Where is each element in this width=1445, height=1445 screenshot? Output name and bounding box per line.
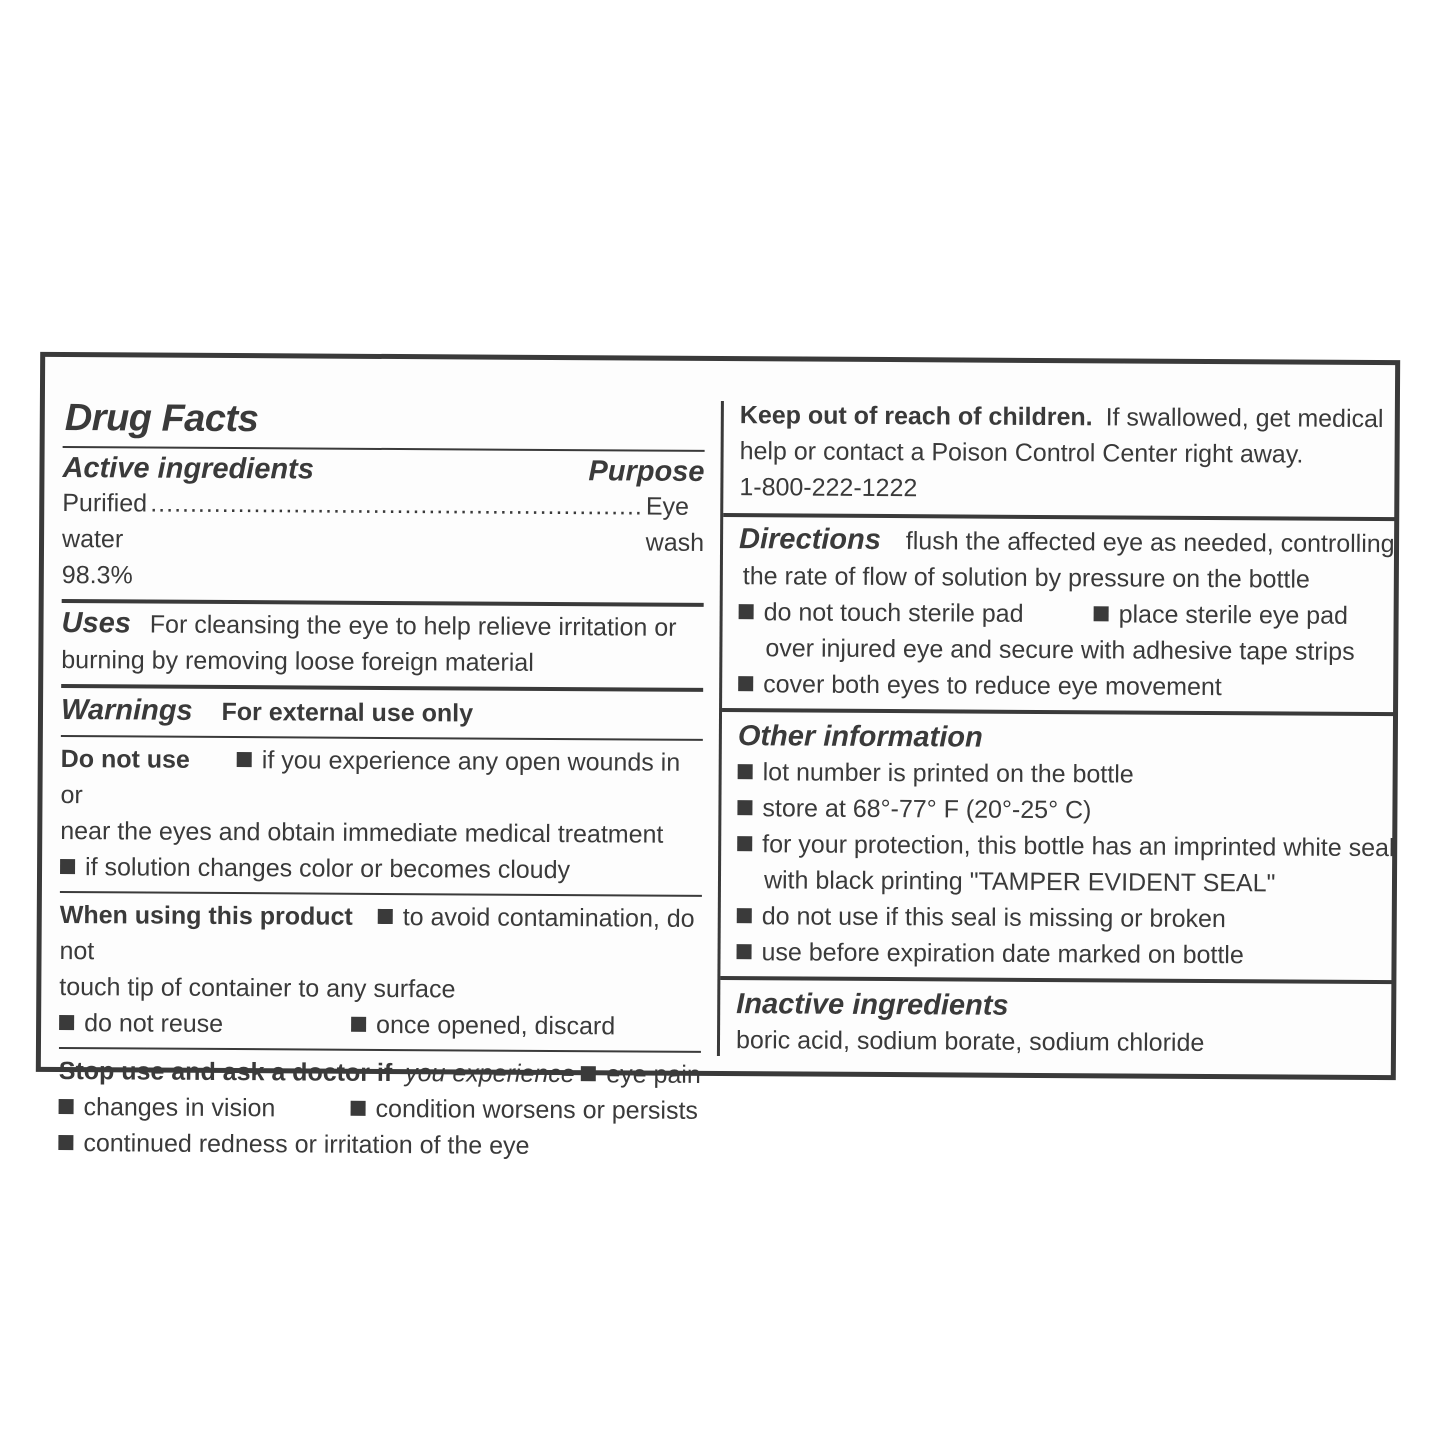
uses-section [61, 603, 703, 688]
ingredient-row [62, 485, 705, 597]
left-column [58, 387, 705, 1171]
drug-facts-panel [36, 352, 1400, 1160]
other-info-item1: lot number is printed on the bottle [762, 758, 1134, 789]
bullet-icon [237, 752, 252, 767]
bullet-icon [737, 908, 752, 923]
bullet-icon [737, 800, 752, 815]
other-info-item2: store at 68°-77° F (20°-25° C) [762, 794, 1092, 825]
directions-heading: Directions [738, 523, 882, 556]
directions-text-line2: the rate of flow of solution by pressure on the bottle [742, 562, 1310, 594]
do-not-use-item1-line2: near the eyes and obtain immediate medical treatment [60, 816, 664, 849]
bullet-icon [378, 909, 393, 924]
other-info-heading: Other information [737, 720, 983, 754]
purpose-heading: Purpose [588, 455, 705, 488]
active-ingredients-heading: Active ingredients [62, 451, 315, 486]
when-using-heading: When using this product [59, 900, 353, 931]
external-use-text: For external use only [221, 697, 474, 728]
other-info-item3-line1: for your protection, this bottle has an imprinted white seal [762, 830, 1395, 863]
bullet-icon [59, 1015, 74, 1030]
do-not-use-section [60, 737, 703, 895]
bullet-icon [58, 1135, 73, 1150]
poison-control-phone: 1-800-222-1222 [739, 473, 918, 503]
directions-item1: do not touch sterile pad [763, 598, 1024, 628]
uses-heading: Uses [61, 606, 131, 640]
divider [63, 446, 705, 452]
when-using-item1-line2: touch tip of container to any surface [59, 972, 456, 1004]
stop-use-section [58, 1049, 701, 1171]
do-not-use-item1-line1: if you experience any open wounds in or [60, 746, 681, 810]
bullet-icon [737, 836, 752, 851]
keep-out-heading: Keep out of reach of children. [739, 401, 1093, 432]
other-info-section [720, 712, 1397, 980]
bullet-icon [739, 604, 754, 619]
bullet-icon [737, 944, 752, 959]
active-ingredients-header [62, 452, 704, 489]
bullet-icon [1094, 606, 1109, 621]
uses-text-line2: burning by removing loose foreign material [61, 645, 534, 677]
leader-dots: .............................................................. [150, 489, 644, 521]
directions-section [722, 517, 1398, 712]
keep-out-text-line2: help or contact a Poison Control Center right away. [739, 437, 1304, 469]
when-using-item2: do not reuse [84, 1009, 224, 1038]
when-using-item3: once opened, discard [376, 1010, 616, 1041]
warnings-heading: Warnings [60, 693, 193, 727]
directions-item3: cover both eyes to reduce eye movement [763, 670, 1222, 702]
directions-item2-line1: place sterile eye pad [1118, 600, 1349, 630]
bullet-icon [581, 1066, 596, 1081]
stop-use-item3: condition worsens or persists [375, 1094, 699, 1125]
bullet-icon [59, 1099, 74, 1114]
bullet-icon [351, 1101, 366, 1116]
directions-item2-line2: over injured eye and secure with adhesive tape strips [765, 634, 1355, 666]
other-info-item3-line2: with black printing "TAMPER EVIDENT SEAL" [763, 866, 1276, 898]
bullet-icon [738, 764, 753, 779]
other-info-item4: do not use if this seal is missing or broken [761, 902, 1226, 934]
stop-use-qualifier: you experience [405, 1059, 575, 1089]
right-column [720, 391, 1399, 1062]
warnings-header [61, 688, 703, 733]
keep-out-section [723, 391, 1399, 517]
stop-use-heading: Stop use and ask a doctor if [58, 1056, 393, 1088]
do-not-use-heading: Do not use [60, 744, 190, 774]
keep-out-text-line1: If swallowed, get medical [1105, 403, 1384, 434]
other-info-item5: use before expiration date marked on bottle [761, 938, 1244, 970]
when-using-item1-line1: to avoid contamination, do not [59, 903, 695, 966]
ingredient-purpose: Eye wash [645, 492, 705, 557]
stop-use-item1: eye pain [606, 1060, 701, 1089]
when-using-section [59, 893, 702, 1051]
directions-text-line1: flush the affected eye as needed, controlling [905, 527, 1395, 559]
inactive-heading: Inactive ingredients [736, 988, 1009, 1022]
bullet-icon [351, 1017, 366, 1032]
uses-text-line1: For cleansing the eye to help relieve irritation or [149, 610, 677, 642]
bullet-icon [738, 676, 753, 691]
ingredient-name: Purified water 98.3% [61, 488, 148, 590]
stop-use-item4: continued redness or irritation of the eye [83, 1129, 530, 1160]
bullet-icon [60, 859, 75, 874]
inactive-text: boric acid, sodium borate, sodium chloride [735, 1026, 1205, 1057]
inactive-section [720, 980, 1395, 1062]
stop-use-item2: changes in vision [83, 1093, 276, 1123]
do-not-use-item2: if solution changes color or becomes cloudy [84, 853, 571, 885]
drug-facts-title: Drug Facts [64, 397, 259, 441]
